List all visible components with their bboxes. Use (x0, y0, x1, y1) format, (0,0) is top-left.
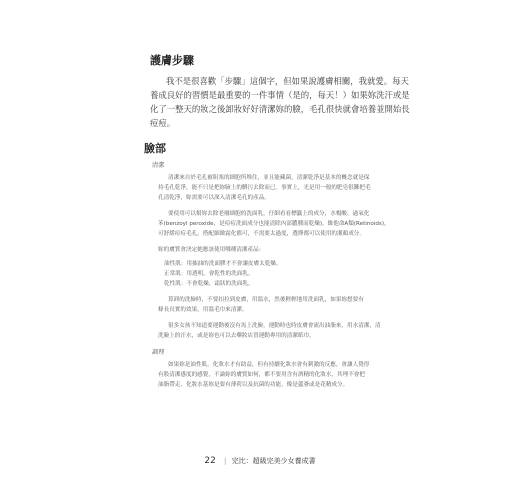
body-line: 要使用可以幫妳去除老廢細胞的洗面乳，仔細看看標籤上的成分，水楊酸、過氧化 (168, 211, 370, 217)
body-line: 如果妳是油性肌，化妝水才有助益，但有持續化妝水會有刺激的反應，會讓人覺得 (168, 362, 370, 368)
section-title: 護膚步驟 (150, 54, 194, 67)
body-line: 有股清潔感度的感覺，不論妳的膚質如何，都不要用含有酒精的化妝水，其理不會把 (158, 372, 365, 378)
page-content (144, 52, 410, 396)
page-footer (0, 456, 520, 466)
body-line: 清潔來自於毛孔被阻塞的細胞所堆住，並且能藏菌，清潔乾淨是基本的概念就是保 (168, 175, 370, 181)
skin-type-lead: 妳的膚質會決定她應該使用哪種清潔產品： (158, 247, 265, 253)
intro-line: 養成良好的習慣是最重要的一件事情（是的，每天！）如果妳洗汗或是 (150, 90, 410, 100)
cleanse-subheading: 清潔 (152, 162, 165, 169)
list-item: 油性肌：用抽油的洗面膠才不會讓皮膚太乾燥。 (164, 261, 282, 267)
intro-paragraph (150, 74, 410, 130)
body-line: 持毛孔乾淨，能不只是把妳臉上的髒污去除而已。事實上，光是用一般的肥皂很難把毛 (158, 185, 371, 191)
skin-type-list (164, 259, 382, 289)
list-item: 乾性肌：不會乾燥、霜狀的洗面乳。 (164, 281, 254, 287)
intro-line: 痘痘。 (150, 118, 176, 128)
body-line: 苯(benzoyl peroxide，是痘痘洗面成分也能清除內部膿腫而乾燥)，維他命A類(Retinoids)， (158, 221, 390, 227)
page-number: 22 (204, 456, 216, 466)
tone-paragraph (158, 360, 382, 390)
cleanse-paragraph-1 (158, 173, 382, 203)
body-line: 很多女孩不知道要運動後沒有馬上洗臉，運動時也時皮膚會流出油脂來，用水清潔，清 (168, 323, 381, 329)
list-item: 正常肌：用透明，會乾性的洗面乳。 (164, 271, 254, 277)
body-line: 孔清乾淨，妳需要可以深入清潔毛孔的產品。 (158, 195, 270, 201)
body-line: 算卸的洗臉時，不要扣拉到皮膚，用溫水，然後輕輕地用洗面乳，如果妳想要有 (168, 297, 364, 303)
body-line: 可舒緩痘痘毛孔，搭配細緻霜化都可，不需要太過度，選擇都可以使用的潔顏成分。 (158, 231, 365, 237)
body-line: 洗臉上的汗水，或是妳也可以去藥妝店買運動專用的清潔紙巾。 (158, 333, 315, 339)
footer-divider: | (224, 457, 227, 465)
intro-line: 我不是很喜歡「步驟」這個字，但如果說護膚相關，我就愛。每天 (166, 76, 409, 86)
tone-subheading: 調理 (152, 349, 165, 356)
intro-line: 化了一整天的妝之後卸妝好好清潔妳的臉，毛孔很快就會培養並開始長 (150, 104, 410, 114)
body-line: 油脂帶走，化妝水基妳是要有薄荷以及抗菌的功能，像是蘆薈或是花精成分。 (158, 382, 349, 388)
cleanse-paragraph-2 (158, 209, 390, 239)
exercise-paragraph (158, 321, 382, 341)
face-heading: 臉部 (144, 142, 166, 155)
body-line: 條長長實的效果，用溫毛巾來清潔。 (158, 307, 248, 313)
wash-paragraph (158, 295, 382, 315)
book-title: 完比：超級完美少女養成書 (231, 457, 316, 465)
